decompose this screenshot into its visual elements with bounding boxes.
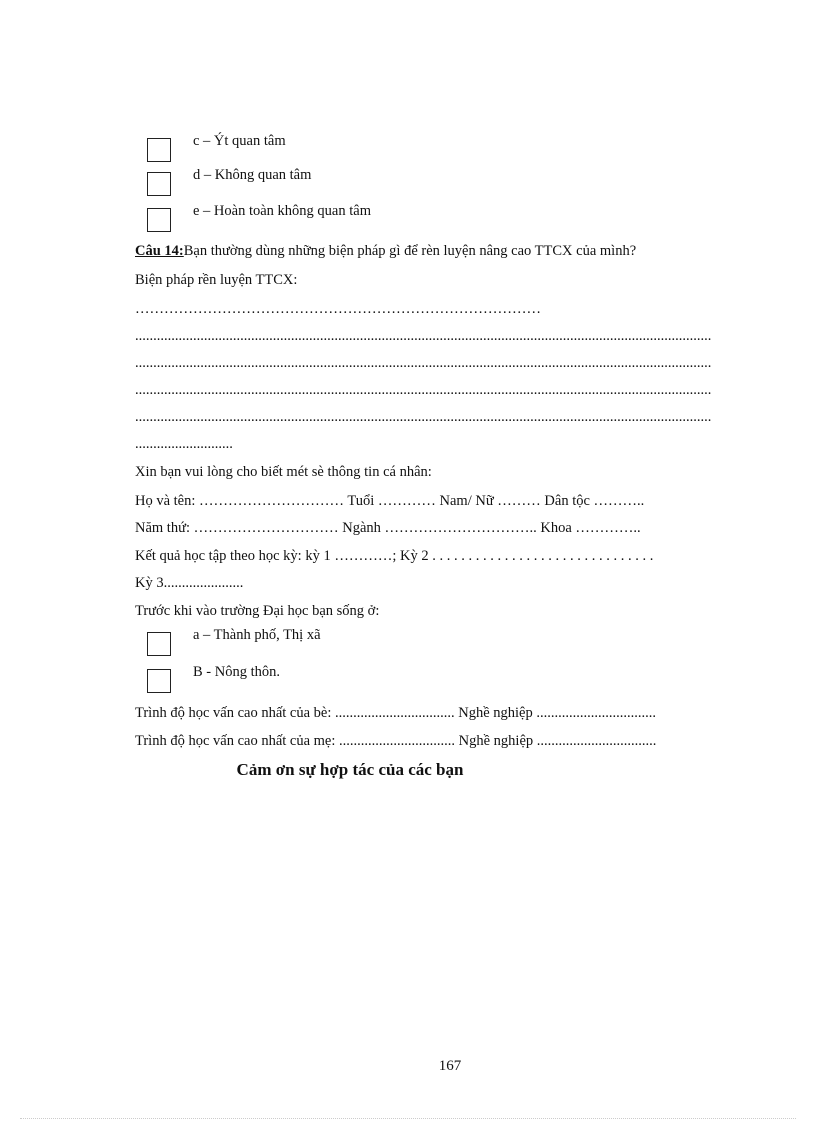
option-label: c – Ýt quan tâm	[193, 133, 286, 149]
answer-line[interactable]: …………………………………………………………………………	[135, 301, 541, 317]
answer-line[interactable]: ...............................................................................................................................................................	[135, 355, 712, 371]
answer-line[interactable]: ...............................................................................................................................................................	[135, 328, 712, 344]
personal-term3-line[interactable]: Kỳ 3......................	[135, 575, 244, 591]
question-text: Bạn thường dùng những biện pháp gì để rèn luyện nâng cao TTCX của mình?	[183, 243, 637, 259]
checkbox[interactable]	[147, 669, 171, 693]
checkbox[interactable]	[147, 208, 171, 232]
answer-line[interactable]: ...........................	[135, 436, 233, 452]
answer-line[interactable]: ...............................................................................................................................................................	[135, 382, 712, 398]
option-label: a – Thành phố, Thị xã	[193, 627, 321, 643]
option-label: d – Không quan tâm	[193, 167, 312, 183]
option-label: B - Nông thôn.	[193, 664, 280, 680]
father-education-line[interactable]: Trình độ học vấn cao nhất của bè: ................................. Nghề nghiệp .................................	[135, 705, 656, 721]
checkbox[interactable]	[147, 172, 171, 196]
option-label: e – Hoàn toàn không quan tâm	[193, 203, 371, 219]
answer-line[interactable]: ...............................................................................................................................................................	[135, 409, 712, 425]
page-number: 167	[438, 1058, 462, 1074]
personal-results-line[interactable]: Kết quả học tập theo học kỳ: kỳ 1 …………; Kỳ 2 . . . . . . . . . . . . . . . . . . . . . . . . . . . . . . .	[135, 548, 654, 564]
personal-year-line[interactable]: Năm thứ: ………………………… Ngành ………………………….. Khoa …………..	[135, 520, 641, 536]
checkbox[interactable]	[147, 632, 171, 656]
measures-label: Biện pháp rền luyện TTCX:	[135, 272, 298, 288]
personal-intro: Xin bạn vui lòng cho biết mét sè thông tin cá nhân:	[135, 464, 432, 480]
personal-name-line[interactable]: Họ và tên: ………………………… Tuổi ………… Nam/ Nữ ……… Dân tộc ………..	[135, 493, 645, 509]
closing-text: Cảm ơn sự hợp tác của các bạn	[236, 760, 464, 779]
checkbox[interactable]	[147, 138, 171, 162]
question-14	[135, 242, 636, 260]
mother-education-line[interactable]: Trình độ học vấn cao nhất của mẹ: ................................ Nghề nghiệp .................................	[135, 733, 657, 749]
page-bottom-border	[20, 1118, 796, 1119]
residence-question: Trước khi vào trường Đại học bạn sống ở:	[135, 603, 380, 619]
question-number: Câu 14:	[135, 243, 184, 259]
